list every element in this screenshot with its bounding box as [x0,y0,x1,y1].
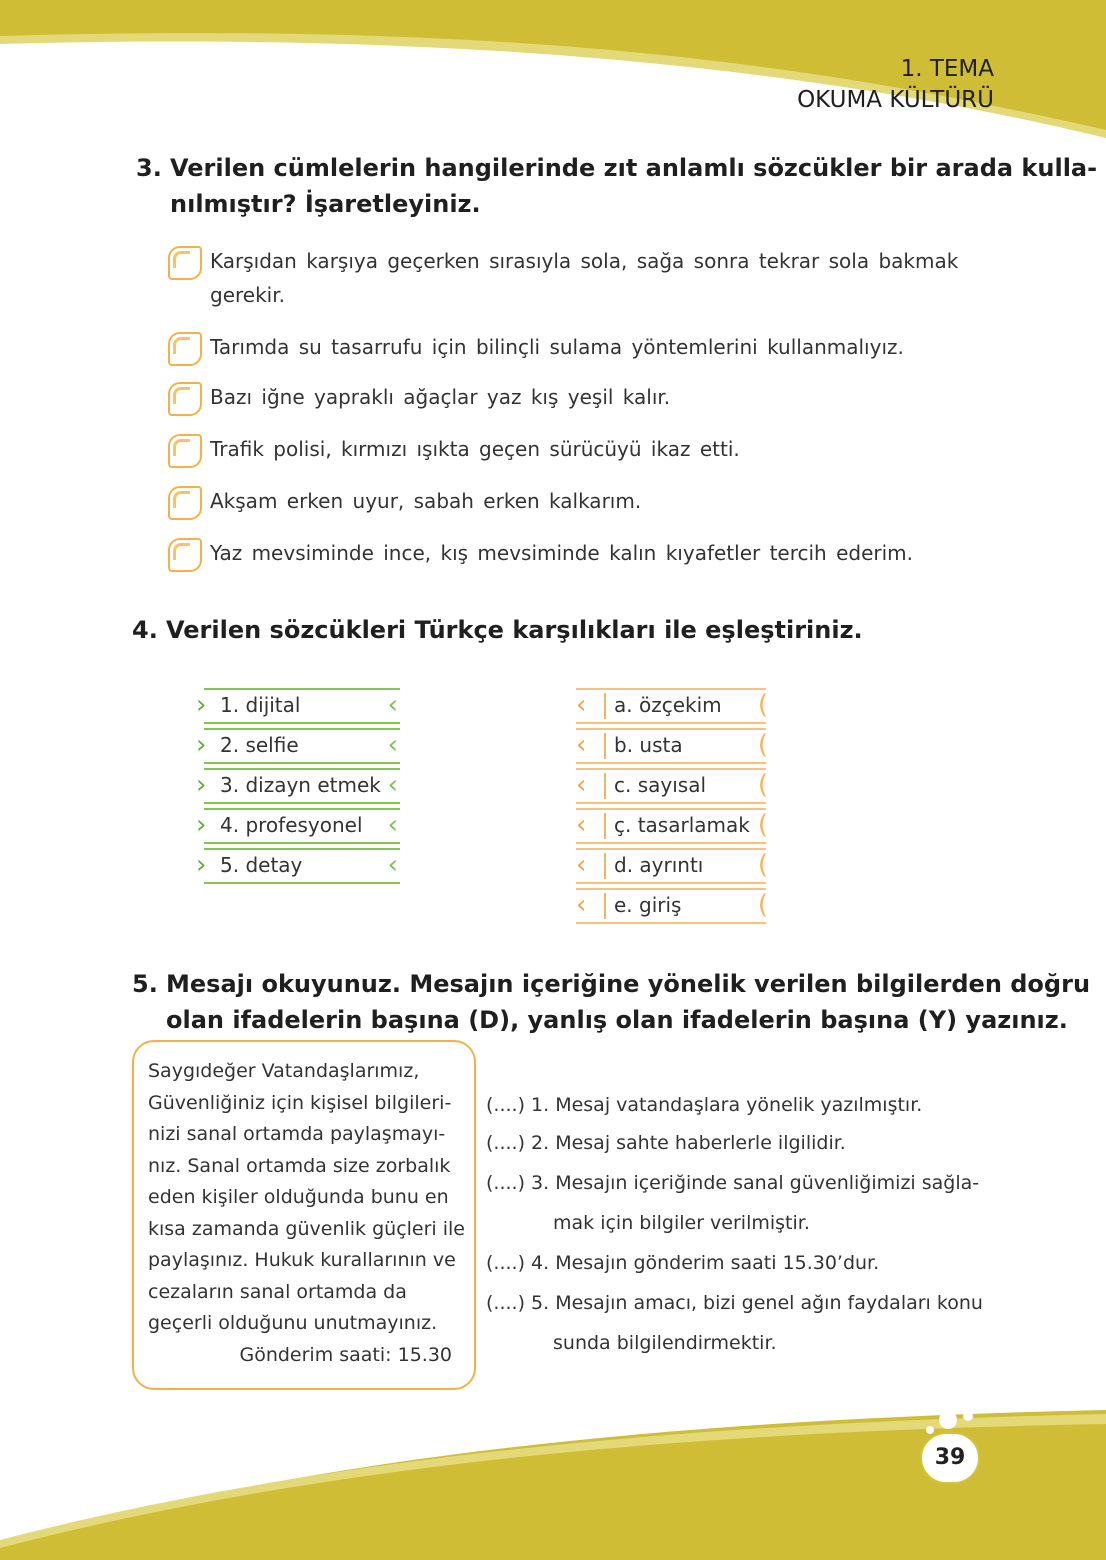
message-line: Saygıdeğer Vatandaşlarımız, [148,1060,420,1082]
match-right-item[interactable] [576,728,766,764]
statement-text: (....) 4. Mesajın gönderim saati 15.30’dur. [486,1252,880,1274]
checkbox[interactable] [168,538,202,572]
arrow-left-icon: ‹ [387,770,398,800]
statement-item[interactable] [486,1168,980,1234]
match-right-label: b. usta [614,733,683,757]
decor-bubble [939,1411,957,1429]
checkbox[interactable] [168,332,202,366]
checkbox-option[interactable] [168,486,978,536]
statement-text: (....) 5. Mesajın amacı, bizi genel ağın faydaları konu [486,1292,983,1314]
arrow-left-icon: ‹ [387,690,398,720]
question-text-line: nılmıştır? İşaretleyiniz. [170,190,481,218]
checkbox[interactable] [168,486,202,520]
decor-bubble [963,1411,973,1421]
bracket-icon: ( [757,850,768,880]
question-text-line: olan ifadelerin başına (D), yanlış olan ifadelerin başına (Y) yazınız. [166,1006,1068,1034]
match-right-item[interactable] [576,768,766,804]
match-left-label: 5. detay [220,853,303,877]
match-right-label: a. özçekim [614,693,722,717]
bracket-icon: ( [757,810,768,840]
arrow-right-icon: › [196,730,207,760]
decor-bubble [926,1426,934,1434]
option-text: Tarımda su tasarrufu için bilinçli sulama yöntemlerini kullanmalıyız. [210,335,904,359]
question-number: 5. [132,970,158,998]
message-line: nız. Sanal ortamda size zorbalık [148,1154,451,1177]
match-left-item[interactable] [196,688,400,724]
arrow-left-icon: ‹ [387,810,398,840]
match-right-item[interactable] [576,848,766,884]
option-text: Yaz mevsiminde ince, kış mevsiminde kalın kıyafetler tercih ederim. [210,541,914,565]
arrow-right-icon: › [196,850,207,880]
statement-text: (....) 3. Mesajın içeriğinde sanal güvenliğimizi sağla- [486,1172,980,1194]
arrow-left-icon: ‹ [387,730,398,760]
question-text-line: Mesajı okuyunuz. Mesajın içeriğine yönelik verilen bilgilerden doğru [166,970,1091,998]
arrow-left-icon: ‹ [576,770,587,800]
statement-item[interactable] [486,1248,879,1278]
statement-item[interactable] [486,1288,983,1354]
checkbox[interactable] [168,434,202,468]
arrow-left-icon: ‹ [576,850,587,880]
message-signature: Gönderim saati: 15.30 [239,1343,452,1366]
checkbox-option[interactable] [168,434,978,484]
checkbox[interactable] [168,246,202,280]
theme-heading [797,54,994,116]
match-right-item[interactable] [576,888,766,924]
match-right-label: c. sayısal [614,773,707,797]
match-right-label: d. ayrıntı [614,853,704,877]
option-text: gerekir. [210,283,285,307]
statement-text: sunda bilgilendirmektir. [553,1332,777,1354]
message-line: cezaların sanal ortamda da [148,1280,407,1303]
message-line: nizi sanal ortamda paylaşmayı- [148,1123,446,1145]
match-left-item[interactable] [196,768,400,804]
match-right-item[interactable] [576,688,766,724]
statement-text: (....) 1. Mesaj vatandaşlara yönelik yazılmıştır. [486,1094,923,1116]
message-line: eden kişiler olduğunda bunu en [148,1186,449,1208]
arrow-right-icon: › [196,770,207,800]
message-line: Güvenliğiniz için kişisel bilgileri- [148,1091,452,1114]
match-left-label: 4. profesyonel [220,813,363,837]
option-text: Akşam erken uyur, sabah erken kalkarım. [210,489,642,513]
match-left-item[interactable] [196,848,400,884]
statement-item[interactable] [486,1128,846,1158]
arrow-left-icon: ‹ [387,850,398,880]
checkbox-option[interactable] [168,538,978,588]
statement-text: (....) 2. Mesaj sahte haberlerle ilgilidir. [486,1132,846,1154]
message-line: paylaşınız. Hukuk kurallarının ve [148,1249,456,1271]
match-left-item[interactable] [196,728,400,764]
option-text: Karşıdan karşıya geçerken sırasıyla sola, sağa sonra tekrar sola bakmak [210,249,959,273]
statement-item[interactable] [486,1090,922,1120]
bracket-icon: ( [757,890,768,920]
message-box [132,1040,476,1390]
option-text: Trafik polisi, kırmızı ışıkta geçen sürücüyü ikaz etti. [210,437,740,461]
message-line: geçerli olduğunu unutmayınız. [148,1312,438,1334]
arrow-left-icon: ‹ [576,810,587,840]
match-right-label: ç. tasarlamak [614,813,750,837]
match-left-item[interactable] [196,808,400,844]
arrow-left-icon: ‹ [576,730,587,760]
match-right-label: e. giriş [614,893,682,917]
match-left-label: 1. dijital [220,693,301,717]
question-number: 3. [136,154,162,182]
match-left-label: 3. dizayn etmek [220,773,381,797]
question-5 [132,966,1090,1038]
bracket-icon: ( [757,770,768,800]
arrow-left-icon: ‹ [576,690,587,720]
theme-title: OKUMA KÜLTÜRÜ [797,87,994,113]
question-text-line: Verilen sözcükleri Türkçe karşılıkları ile eşleştiriniz. [166,616,863,644]
message-line: kısa zamanda güvenlik güçleri ile [148,1217,465,1240]
checkbox-option[interactable] [168,382,978,432]
arrow-right-icon: › [196,810,207,840]
theme-number: 1. TEMA [900,56,994,82]
checkbox[interactable] [168,382,202,416]
option-text: Bazı iğne yapraklı ağaçlar yaz kış yeşil kalır. [210,385,671,409]
bracket-icon: ( [757,690,768,720]
bracket-icon: ( [757,730,768,760]
question-text-line: Verilen cümlelerin hangilerinde zıt anlamlı sözcükler bir arada kulla- [170,154,1098,182]
arrow-left-icon: ‹ [576,890,587,920]
checkbox-option[interactable] [168,246,978,316]
checkbox-option[interactable] [168,332,978,382]
match-right-item[interactable] [576,808,766,844]
match-left-label: 2. selfie [220,733,299,757]
page-number: 39 [920,1432,980,1484]
arrow-right-icon: › [196,690,207,720]
question-3 [136,150,1097,222]
statement-text: mak için bilgiler verilmiştir. [553,1212,810,1234]
question-number: 4. [132,616,158,644]
question-4 [132,612,863,648]
